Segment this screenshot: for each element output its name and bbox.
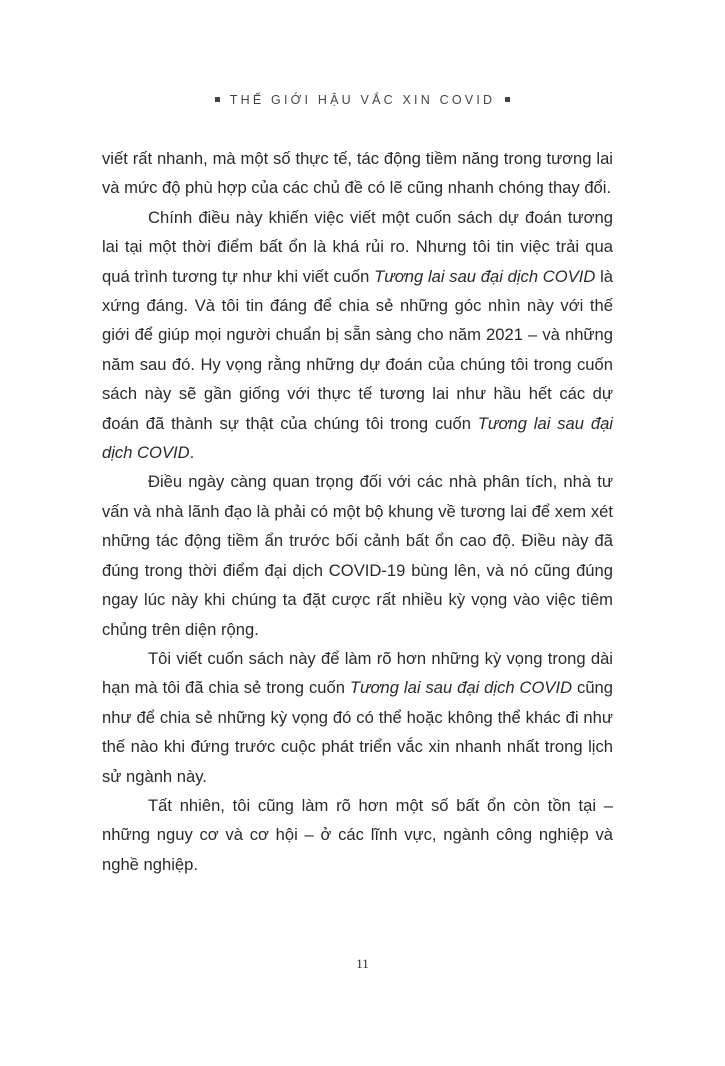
book-title-italic: Tương lai sau đại dịch COVID bbox=[374, 266, 596, 286]
page-number: 11 bbox=[356, 956, 369, 971]
paragraph-4-part-a: Tôi viết cuốn sách này để làm rõ hơn những kỳ vọng trong dài hạn mà tôi đã chia sẻ trong cuốn bbox=[102, 648, 613, 698]
paragraph-2-part-a: Chính điều này khiến việc viết một cuốn sách dự đoán tương lai tại một thời điểm bất ổn là khá rủi ro. Nhưng tôi tin việc trải qua quá trình tương tự như khi viết cuốn bbox=[102, 207, 613, 286]
paragraph-2 bbox=[102, 203, 613, 468]
left-square-bullet-icon bbox=[215, 97, 220, 102]
running-header bbox=[0, 93, 725, 107]
paragraph-2-part-c: là xứng đáng. Và tôi tin đáng để chia sẻ những góc nhìn này với thế giới để giúp mọi người chuẩn bị sẵn sàng cho năm 2021 – và những năm sau đó. Hy vọng rằng những dự đoán của chúng tôi trong cuốn sách này sẽ gần giống với thực tế tương lai như hầu hết các dự đoán đã thành sự thật của chúng tôi trong cuốn bbox=[102, 266, 614, 433]
paragraph-1: viết rất nhanh, mà một số thực tế, tác động tiềm năng trong tương lai và mức độ phù hợp của các chủ đề có lẽ cũng nhanh chóng thay đổi. bbox=[102, 149, 613, 198]
paragraph-2-part-e: . bbox=[189, 443, 195, 463]
book-title-italic: Tương lai sau đại dịch COVID bbox=[349, 678, 573, 698]
paragraph-4-part-c: cũng như để chia sẻ những kỳ vọng đó có thể hoặc không thể khác đi như thế nào khi đứng trước cuộc phát triển vắc xin nhanh nhất trong lịch sử ngành này. bbox=[102, 678, 614, 786]
book-title-italic: Tương lai sau đại dịch COVID bbox=[102, 413, 613, 463]
paragraph-3: Điều ngày càng quan trọng đối với các nhà phân tích, nhà tư vấn và nhà lãnh đạo là phải có một bộ khung về tương lai để xem xét những tác động tiềm ẩn trước bối cảnh bất ổn cao độ. Điều này đã đúng trong thời điểm đại dịch COVID-19 bùng lên, và nó cũng đúng ngay lúc này khi chúng ta đặt cược rất nhiều kỳ vọng vào việc tiêm chủng trên diện rộng. bbox=[102, 472, 613, 639]
paragraph-5: Tất nhiên, tôi cũng làm rõ hơn một số bất ổn còn tồn tại – những nguy cơ và cơ hội – ở các lĩnh vực, ngành công nghiệp và nghề nghiệp. bbox=[102, 795, 613, 874]
body-text bbox=[102, 144, 613, 879]
running-title: THẾ GIỚI HẬU VẮC XIN COVID bbox=[229, 93, 496, 107]
right-square-bullet-icon bbox=[505, 97, 510, 102]
paragraph-4 bbox=[102, 644, 613, 791]
